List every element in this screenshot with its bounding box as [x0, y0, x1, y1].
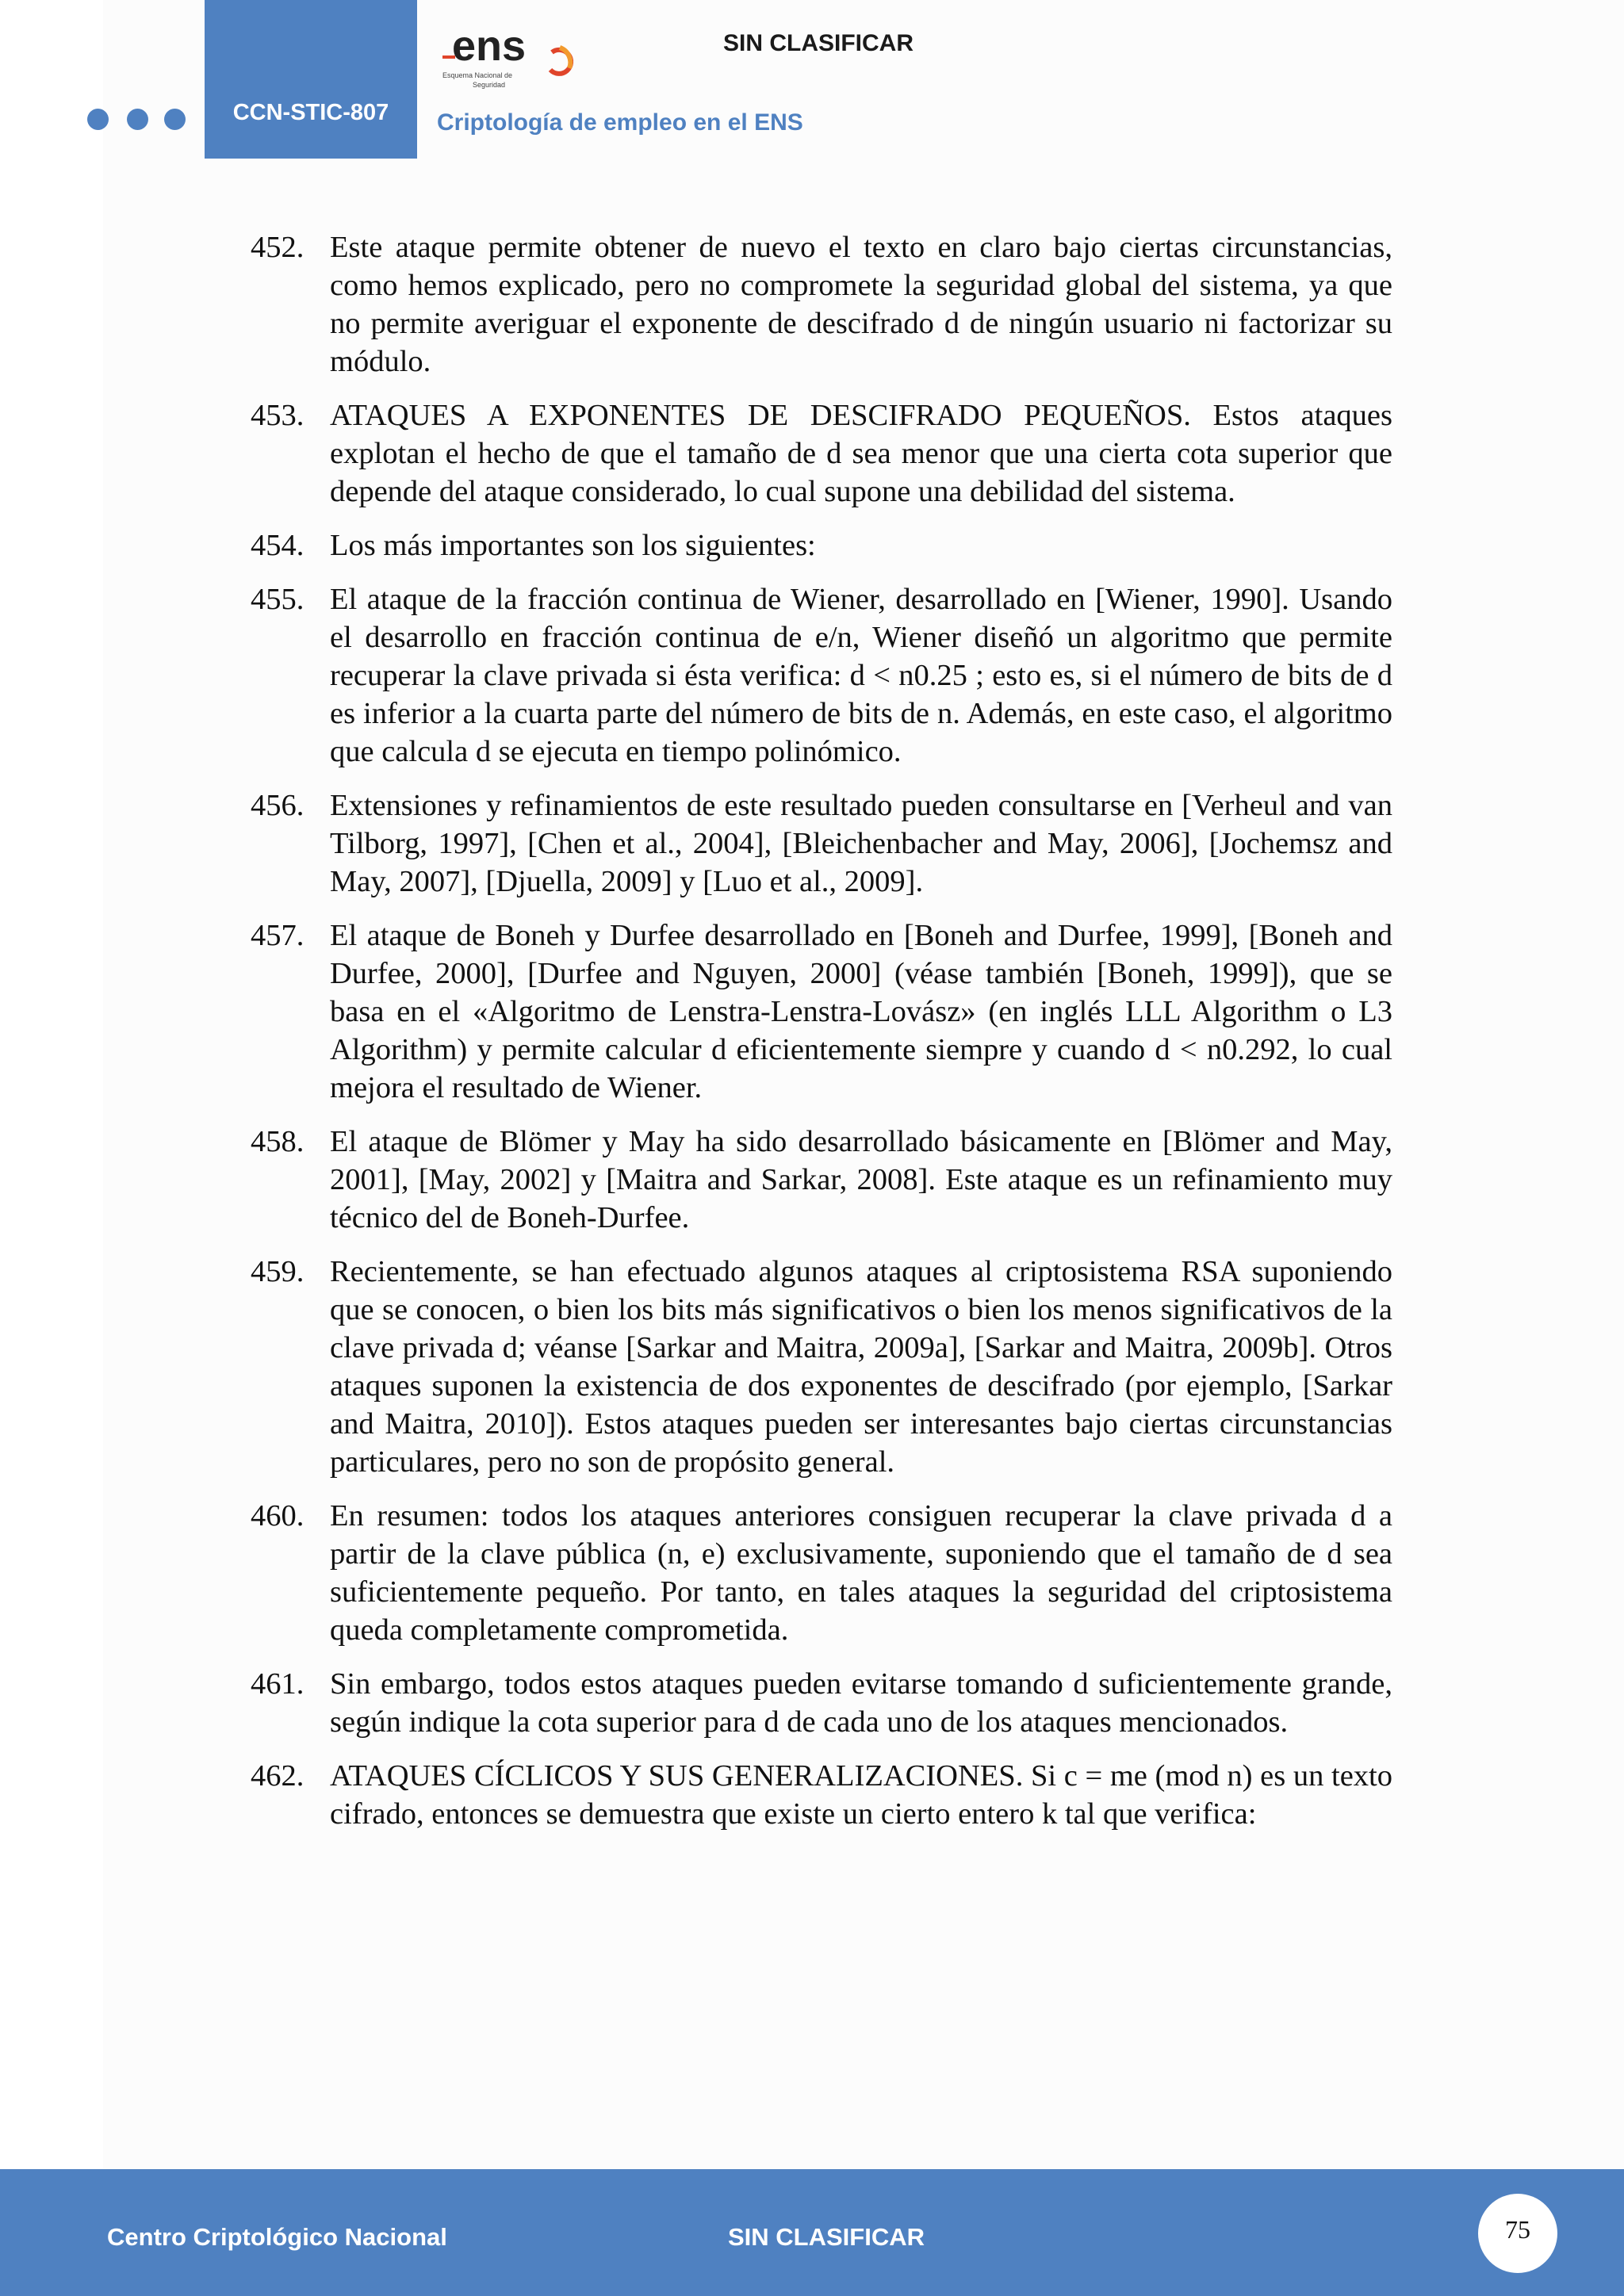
- paragraph: [251, 1757, 1392, 1833]
- paragraph: [251, 396, 1392, 511]
- svg-text:Esquema Nacional de: Esquema Nacional de: [442, 71, 513, 79]
- paragraph: [251, 580, 1392, 771]
- paragraph: [251, 1665, 1392, 1741]
- paragraph-number: 456.: [251, 789, 304, 822]
- paragraph: [251, 916, 1392, 1107]
- page-footer: [0, 2169, 1624, 2296]
- paragraph-number: 454.: [251, 529, 304, 562]
- header-classification: SIN CLASIFICAR: [723, 30, 914, 56]
- paragraph-number: 458.: [251, 1125, 304, 1158]
- footer-organization: Centro Criptológico Nacional: [107, 2223, 447, 2251]
- footer-classification: SIN CLASIFICAR: [728, 2223, 925, 2251]
- logo-text: ens: [452, 29, 527, 70]
- paragraph: [251, 1253, 1392, 1481]
- paragraph-text: Sin embargo, todos estos ataques pueden evitarse tomando d suficientemente grande, según indique la cota superior para d de cada uno de los ataques mencionados.: [330, 1667, 1392, 1739]
- paragraph-number: 455.: [251, 583, 304, 616]
- paragraph-text: Este ataque permite obtener de nuevo el texto en claro bajo ciertas circunstancias, como hemos explicado, pero no compromete la seguridad global del sistema, ya que no permite averiguar el exponente de descifrado d de ningún usuario ni factorizar su módulo.: [330, 231, 1392, 378]
- paragraph-text: El ataque de Boneh y Durfee desarrollado en [Boneh and Durfee, 1999], [Boneh and Durfee, 2000], [Durfee and Nguyen, 2000] (véase también [Boneh, 1999]), que se basa en el «Algoritmo de Lenstra-Lenstra-Lovász» (en inglés LLL Algorithm o L3 Algorithm) y permite calcular d eficientemente siempre y cuando d < n0.292, lo cual mejora el resultado de Wiener.: [330, 919, 1392, 1104]
- paragraph-text: El ataque de Blömer y May ha sido desarrollado básicamente en [Blömer and May, 2001], [May, 2002] y [Maitra and Sarkar, 2008]. Este ataque es un refinamiento muy técnico del de Boneh-Durfee.: [330, 1125, 1392, 1234]
- svg-text:Seguridad: Seguridad: [473, 81, 506, 89]
- paragraph-number: 461.: [251, 1667, 304, 1701]
- paragraph: [251, 526, 1392, 564]
- paragraph-number: 452.: [251, 231, 304, 264]
- document-body: [251, 228, 1392, 1849]
- page-number: 75: [1478, 2194, 1557, 2273]
- paragraph: [251, 228, 1392, 381]
- paragraph-text: Extensiones y refinamientos de este resultado pueden consultarse en [Verheul and van Tilborg, 1997], [Chen et al., 2004], [Bleichenbacher and May, 2006], [Jochemsz and May, 2007], [Djuella, 2009] y [Luo et al., 2009].: [330, 789, 1392, 898]
- paragraph: [251, 1123, 1392, 1237]
- dot-icon: [87, 109, 109, 130]
- header-title: Criptología de empleo en el ENS: [437, 109, 803, 136]
- doc-code: CCN-STIC-807: [232, 100, 389, 125]
- paragraph-number: 453.: [251, 399, 304, 432]
- paragraph-number: 457.: [251, 919, 304, 952]
- ens-logo: [441, 29, 584, 92]
- paragraph: [251, 1497, 1392, 1649]
- paragraph-number: 459.: [251, 1255, 304, 1288]
- paragraph-number: 460.: [251, 1499, 304, 1533]
- doc-code-box: [205, 0, 417, 159]
- paragraph-text: Los más importantes son los siguientes:: [330, 529, 816, 562]
- paragraph: [251, 786, 1392, 901]
- paragraph-text: En resumen: todos los ataques anteriores consiguen recuperar la clave privada d a partir de la clave pública (n, e) exclusivamente, suponiendo que el tamaño de d sea suficientemente pequeño. Por tanto, en tales ataques la seguridad del criptosistema queda completamente comprometida.: [330, 1499, 1392, 1647]
- paragraph-text: ATAQUES A EXPONENTES DE DESCIFRADO PEQUEÑOS. Estos ataques explotan el hecho de que el tamaño de d sea menor que una cierta cota superior que depende del ataque considerado, lo cual supone una debilidad del sistema.: [330, 399, 1392, 508]
- ens-logo-icon: [441, 29, 584, 92]
- dot-icon: [127, 109, 148, 130]
- paragraph-text: El ataque de la fracción continua de Wiener, desarrollado en [Wiener, 1990]. Usando el desarrollo en fracción continua de e/n, Wiener diseñó un algoritmo que permite recuperar la clave privada si ésta verifica: d < n0.25 ; esto es, si el número de bits de d es inferior a la cuarta parte del número de bits de n. Además, en este caso, el algoritmo que calcula d se ejecuta en tiempo polinómico.: [330, 583, 1392, 768]
- paragraph-text: ATAQUES CÍCLICOS Y SUS GENERALIZACIONES. Si c = me (mod n) es un texto cifrado, entonces se demuestra que existe un cierto entero k tal que verifica:: [330, 1759, 1392, 1831]
- paragraph-number: 462.: [251, 1759, 304, 1793]
- dot-icon: [164, 109, 186, 130]
- paragraph-text: Recientemente, se han efectuado algunos ataques al criptosistema RSA suponiendo que se conocen, o bien los bits más significativos o bien los menos significativos de la clave privada d; véanse [Sarkar and Maitra, 2009a], [Sarkar and Maitra, 2009b]. Otros ataques suponen la existencia de dos exponentes de descifrado (por ejemplo, [Sarkar and Maitra, 2010]). Estos ataques pueden ser interesantes bajo ciertas circunstancias particulares, pero no son de propósito general.: [330, 1255, 1392, 1479]
